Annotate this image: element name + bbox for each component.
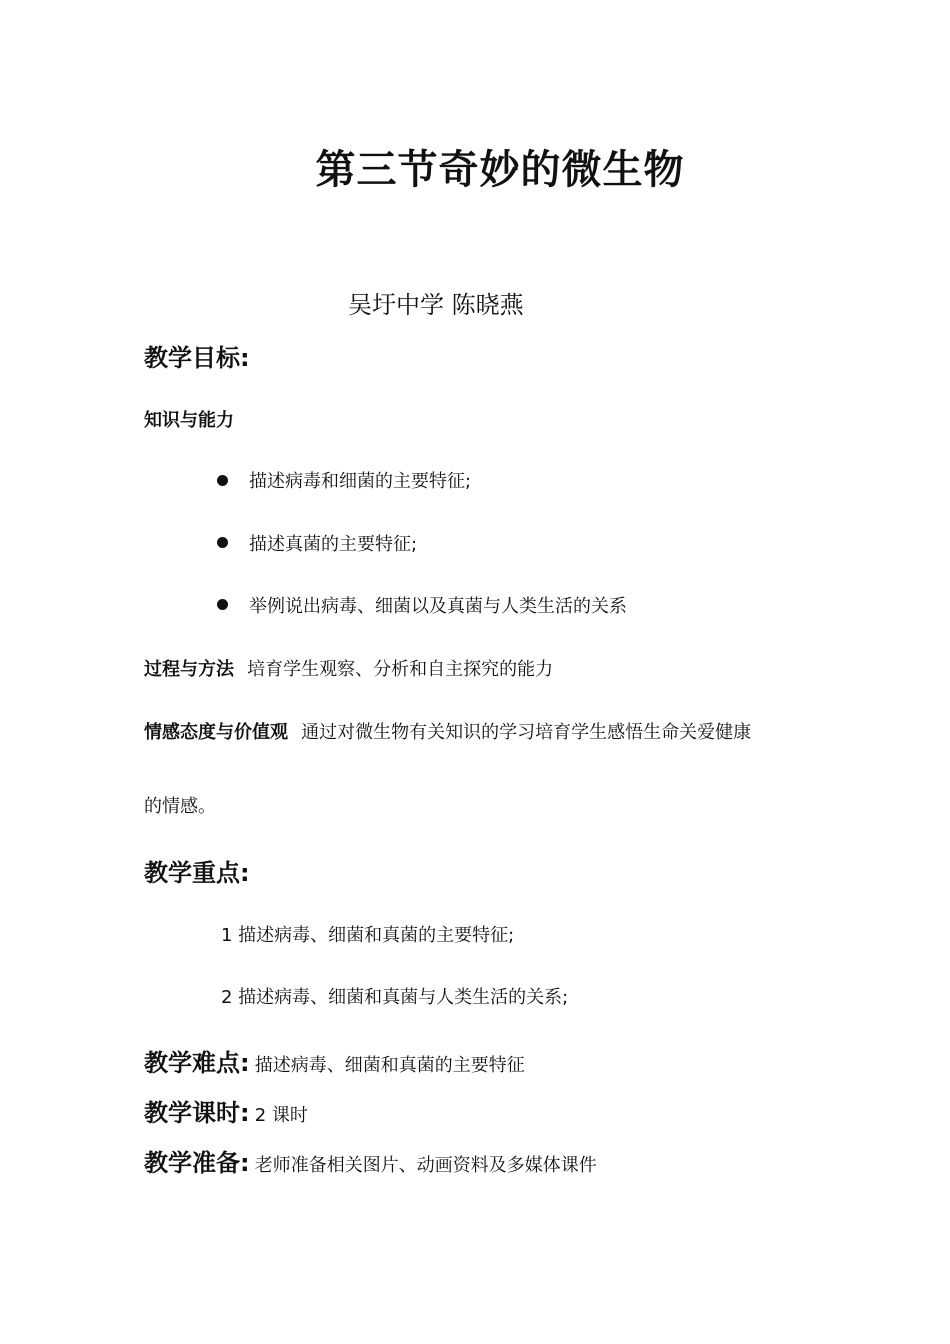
key-point-item: 1 描述病毒、细菌和真菌的主要特征; [221, 925, 515, 946]
author-line: 吴圩中学 陈晓燕 [348, 291, 524, 319]
objectives-heading: 教学目标: [144, 344, 250, 372]
bullet-text: 描述病毒和细菌的主要特征; [249, 471, 472, 492]
bullet-text: 举例说出病毒、细菌以及真菌与人类生活的关系 [249, 596, 627, 617]
emotion-label: 情感态度与价值观 [144, 722, 288, 743]
process-line [144, 655, 553, 681]
process-text: 培育学生观察、分析和自主探究的能力 [247, 659, 554, 680]
document-title: 第三节奇妙的微生物 [315, 147, 685, 193]
preparation-text: 老师准备相关图片、动画资料及多媒体课件 [254, 1155, 597, 1176]
emotion-text: 通过对微生物有关知识的学习培育学生感悟生命关爱健康 [301, 722, 752, 743]
knowledge-heading: 知识与能力 [144, 410, 234, 431]
bullet-text: 描述真菌的主要特征; [249, 534, 418, 555]
emotion-text-continuation: 的情感。 [144, 796, 216, 817]
preparation-line [144, 1143, 597, 1178]
hours-line [144, 1093, 308, 1128]
preparation-label: 教学准备: [144, 1149, 250, 1177]
key-points-heading: 教学重点: [144, 859, 250, 887]
difficulty-text: 描述病毒、细菌和真菌的主要特征 [254, 1055, 525, 1076]
bullet-dot-icon [217, 475, 228, 486]
hours-label: 教学课时: [144, 1099, 250, 1127]
process-label: 过程与方法 [144, 659, 234, 680]
hours-text: 2 课时 [254, 1105, 308, 1126]
difficulty-line [144, 1043, 525, 1078]
bullet-dot-icon [217, 599, 228, 610]
difficulty-label: 教学难点: [144, 1049, 250, 1077]
bullet-dot-icon [217, 537, 228, 548]
emotion-line [144, 718, 751, 744]
key-point-item: 2 描述病毒、细菌和真菌与人类生活的关系; [221, 987, 569, 1008]
